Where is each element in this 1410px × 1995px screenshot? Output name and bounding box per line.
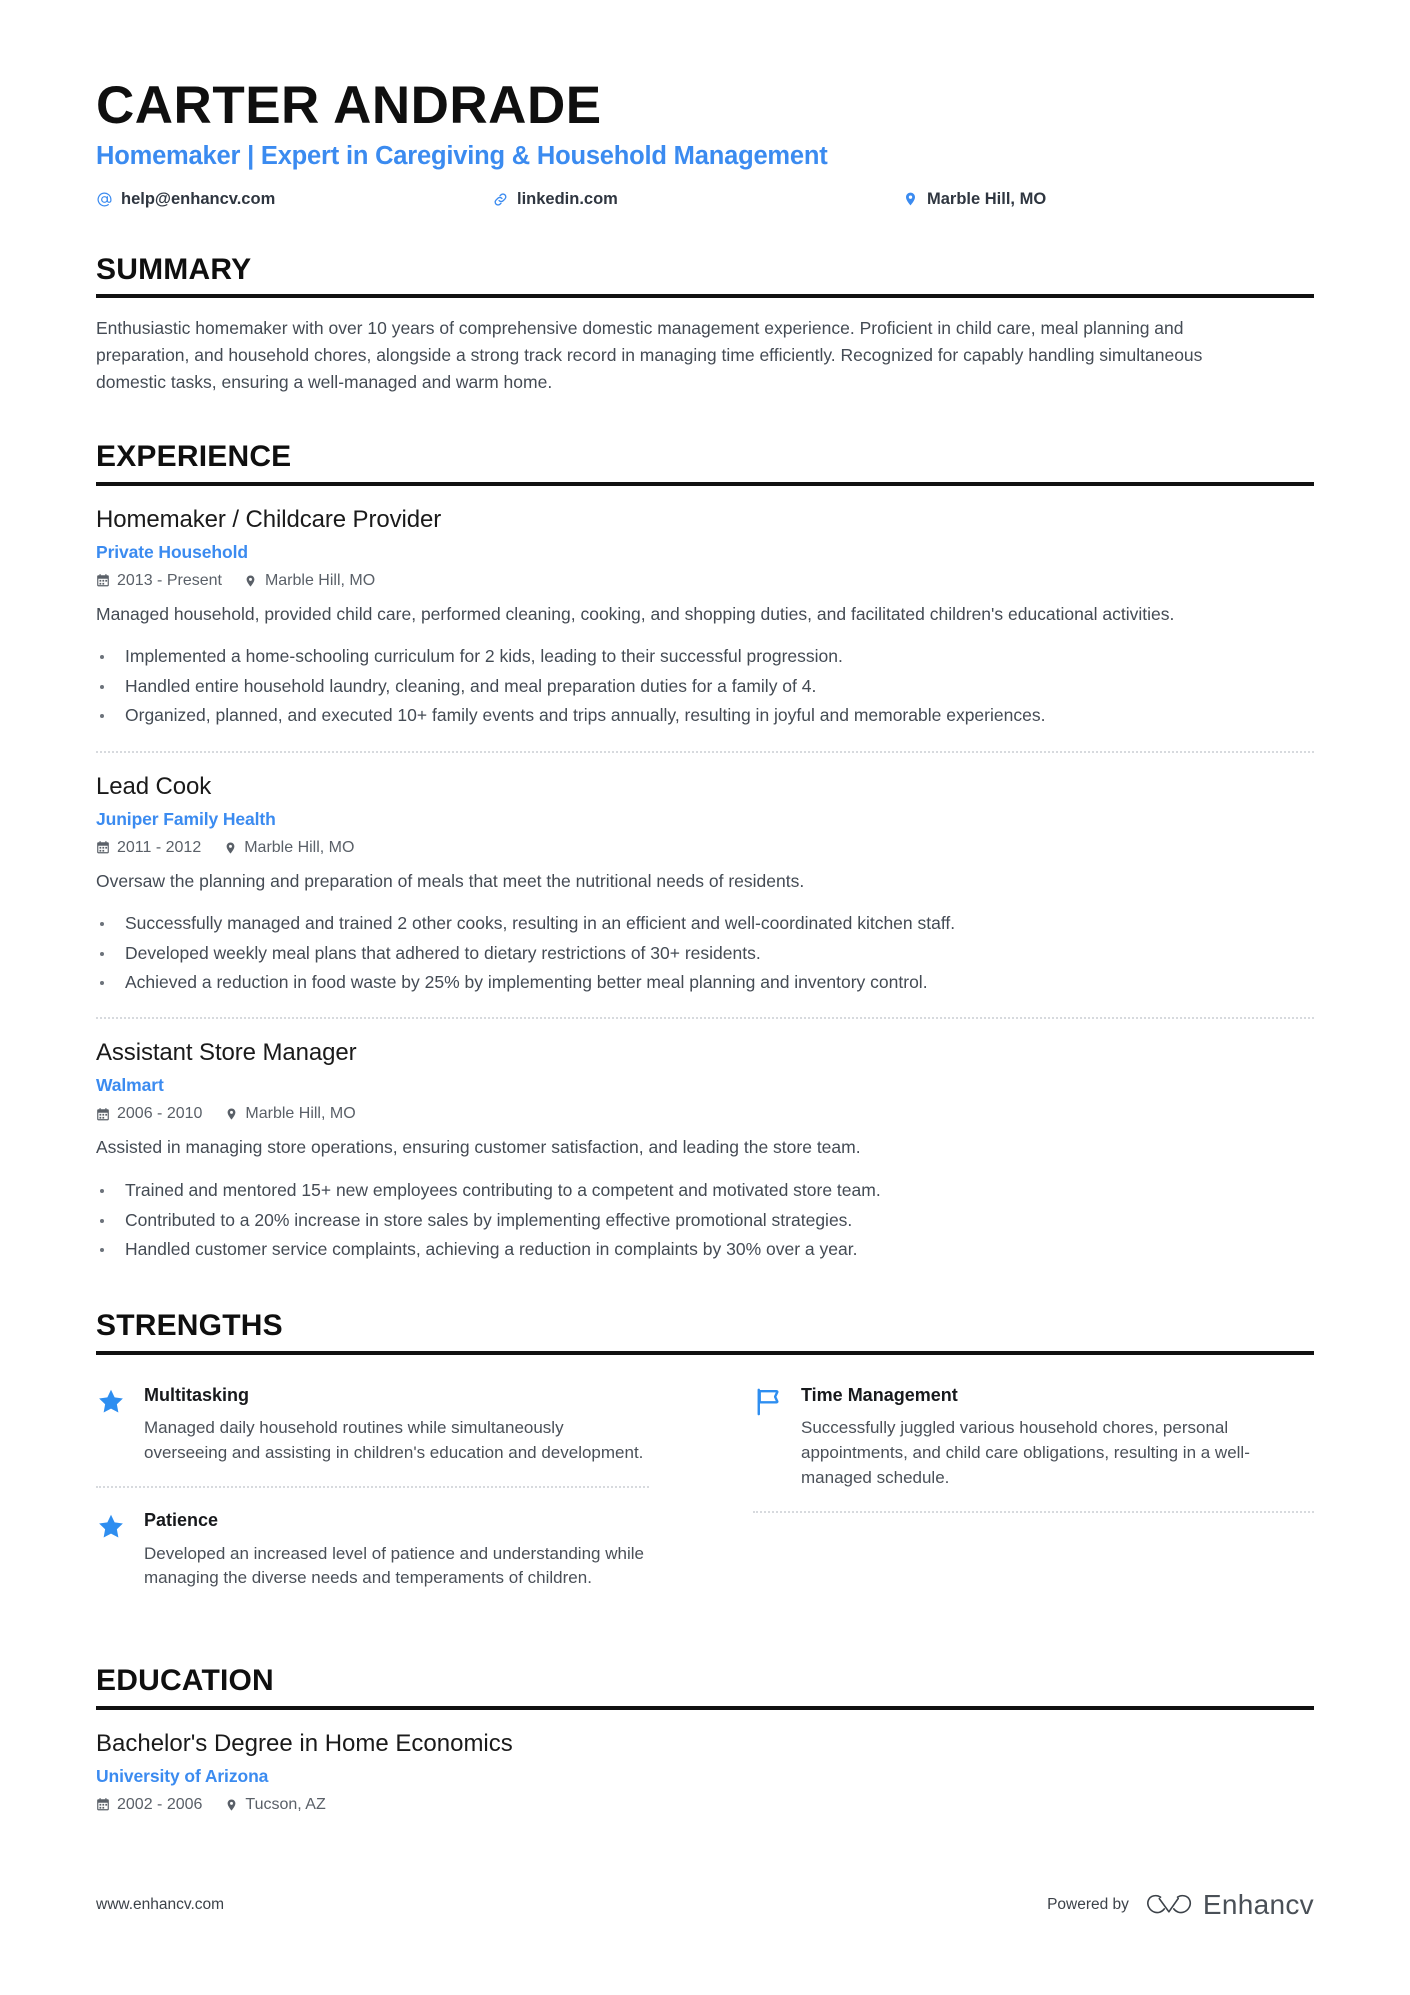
experience-bullet: Achieved a reduction in food waste by 25% by implementing better meal planning and inventory control.	[96, 970, 1314, 995]
experience-bullets	[96, 1178, 1314, 1262]
strength-divider	[753, 1511, 1314, 1513]
section-title-education: EDUCATION	[96, 1664, 274, 1698]
experience-dates-label: 2006 - 2010	[117, 1105, 203, 1123]
experience-location	[223, 839, 354, 857]
experience-bullets	[96, 911, 1314, 995]
education-location	[224, 1796, 325, 1814]
experience-location-label: Marble Hill, MO	[245, 1105, 356, 1123]
section-experience	[96, 441, 1314, 1262]
experience-bullet: Handled customer service complaints, achieving a reduction in complaints by 30% over a year.	[96, 1237, 1314, 1262]
strength-name: Multitasking	[144, 1384, 250, 1405]
education-entry	[96, 1710, 1314, 1814]
strength-item	[753, 1363, 1314, 1511]
contact-email-label: help@enhancv.com	[121, 189, 276, 208]
experience-dates	[96, 1105, 202, 1123]
enhancv-mark-icon	[1146, 1890, 1192, 1920]
location-pin-icon	[224, 1107, 238, 1122]
experience-bullet: Handled entire household laundry, cleaning, and meal preparation duties for a family of 4.	[96, 674, 1314, 699]
strength-description: Successfully juggled various household chores, personal appointments, and child care obligations, resulting in a well-managed schedule.	[801, 1418, 1250, 1488]
experience-bullet: Organized, planned, and executed 10+ family events and trips annually, resulting in joyful and memorable experiences.	[96, 703, 1314, 728]
footer-branding	[1047, 1889, 1314, 1921]
experience-bullets	[96, 644, 1314, 728]
experience-description: Oversaw the planning and preparation of meals that meet the nutritional needs of residents.	[96, 870, 805, 891]
strengths-column-left	[96, 1363, 705, 1611]
experience-location-label: Marble Hill, MO	[244, 838, 355, 856]
flag-icon	[753, 1387, 783, 1417]
contact-linkedin-label: linkedin.com	[517, 189, 618, 208]
at-icon	[96, 191, 113, 208]
location-pin-icon	[902, 191, 919, 208]
experience-organization: Walmart	[96, 1075, 164, 1096]
strengths-grid	[96, 1363, 1314, 1611]
powered-by-label: Powered by	[1047, 1896, 1129, 1913]
section-title-experience: EXPERIENCE	[96, 440, 292, 474]
experience-dates	[96, 572, 222, 590]
contact-row	[96, 190, 1314, 220]
experience-role: Homemaker / Childcare Provider	[96, 505, 442, 533]
experience-bullet: Contributed to a 20% increase in store sales by implementing effective promotional strategies.	[96, 1208, 1314, 1233]
calendar-icon	[96, 1107, 110, 1122]
section-education	[96, 1665, 1314, 1814]
star-icon	[96, 1387, 126, 1417]
experience-bullet: Developed weekly meal plans that adhered to dietary restrictions of 30+ residents.	[96, 941, 1314, 966]
link-icon	[492, 191, 509, 208]
candidate-name: CARTER ANDRADE	[96, 76, 602, 135]
strength-body	[144, 1510, 649, 1591]
section-title-summary: SUMMARY	[96, 252, 252, 286]
contact-location-label: Marble Hill, MO	[927, 189, 1047, 208]
experience-entry	[96, 1019, 1314, 1262]
location-pin-icon	[224, 1797, 238, 1812]
section-title-strengths: STRENGTHS	[96, 1309, 283, 1343]
experience-organization: Private Household	[96, 541, 248, 562]
strength-name: Patience	[144, 1510, 219, 1531]
experience-entry	[96, 753, 1314, 996]
calendar-icon	[96, 573, 110, 588]
education-degree: Bachelor's Degree in Home Economics	[96, 1729, 513, 1757]
section-summary	[96, 254, 1314, 395]
footer-website-url[interactable]: www.enhancv.com	[96, 1896, 225, 1913]
experience-description: Managed household, provided child care, performed cleaning, cooking, and shopping duties, and facilitated children's educational activities.	[96, 603, 1175, 624]
education-location-label: Tucson, AZ	[245, 1795, 326, 1813]
contact-linkedin[interactable]	[492, 190, 618, 209]
education-organization: University of Arizona	[96, 1765, 269, 1786]
experience-bullet: Trained and mentored 15+ new employees contributing to a competent and motivated store team.	[96, 1178, 1314, 1203]
experience-dates	[96, 839, 201, 857]
experience-location	[224, 1105, 355, 1123]
resume-content	[96, 0, 1314, 1814]
experience-bullet: Implemented a home-schooling curriculum for 2 kids, leading to their successful progression.	[96, 644, 1314, 669]
strengths-column-right	[705, 1363, 1314, 1611]
section-rule-strengths	[96, 1351, 1314, 1355]
strength-description: Managed daily household routines while simultaneously overseeing and assisting in children's education and development.	[144, 1418, 644, 1463]
experience-meta	[96, 839, 1314, 857]
location-pin-icon	[223, 840, 237, 855]
experience-meta	[96, 1105, 1314, 1123]
location-pin-icon	[244, 573, 258, 588]
calendar-icon	[96, 840, 110, 855]
experience-organization: Juniper Family Health	[96, 808, 276, 829]
experience-meta	[96, 572, 1314, 590]
education-dates	[96, 1796, 202, 1814]
contact-location	[902, 190, 1046, 209]
strength-name: Time Management	[801, 1384, 958, 1405]
strength-item	[96, 1488, 649, 1611]
strength-body	[801, 1385, 1314, 1491]
candidate-headline: Homemaker | Expert in Caregiving & Household Management	[96, 142, 828, 171]
summary-text: Enthusiastic homemaker with over 10 years of comprehensive domestic management experience. Proficient in child care, meal planning and preparation, and household chores, alongside a strong track record in managing time efficiently. Recognized for capably handling simultaneous domestic tasks, ensuring a well-managed and warm home.	[96, 318, 1203, 392]
experience-dates-label: 2011 - 2012	[117, 838, 202, 856]
experience-dates-label: 2013 - Present	[117, 571, 222, 589]
contact-email[interactable]	[96, 190, 275, 209]
experience-description: Assisted in managing store operations, ensuring customer satisfaction, and leading the store team.	[96, 1137, 861, 1158]
experience-location-label: Marble Hill, MO	[264, 571, 376, 589]
experience-entry	[96, 486, 1314, 729]
enhancv-logo[interactable]	[1146, 1889, 1314, 1921]
page-footer	[96, 1889, 1314, 1921]
star-icon	[96, 1512, 126, 1542]
experience-bullet: Successfully managed and trained 2 other cooks, resulting in an efficient and well-coordinated kitchen staff.	[96, 911, 1314, 936]
section-strengths	[96, 1310, 1314, 1611]
education-dates-label: 2002 - 2006	[117, 1795, 203, 1813]
strength-description: Developed an increased level of patience and understanding while managing the diverse needs and temperaments of children.	[144, 1543, 644, 1588]
strength-item	[96, 1363, 649, 1486]
calendar-icon	[96, 1797, 110, 1812]
experience-location	[244, 572, 375, 590]
experience-role: Assistant Store Manager	[96, 1039, 357, 1067]
enhancv-wordmark: Enhancv	[1202, 1889, 1314, 1920]
experience-role: Lead Cook	[96, 772, 212, 800]
section-rule-summary	[96, 294, 1314, 298]
education-meta	[96, 1796, 1314, 1814]
strength-body	[144, 1385, 649, 1466]
page-left-margin	[0, 0, 6, 1995]
